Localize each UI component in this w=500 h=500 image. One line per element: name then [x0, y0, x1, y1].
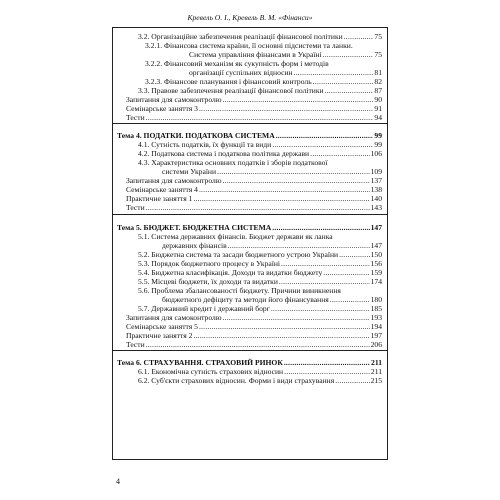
dot-leader: [279, 277, 370, 286]
toc-entry-page: 147: [370, 241, 382, 250]
toc-entry-page: 193: [370, 313, 382, 322]
toc-entry-page: 197: [370, 331, 382, 340]
toc-entry: [138, 32, 382, 41]
toc-entry-page: 90: [374, 95, 382, 104]
page-number: 4: [116, 477, 120, 486]
toc-entry: [189, 50, 382, 59]
dot-leader: [272, 140, 373, 149]
section-divider: [112, 123, 388, 124]
toc-entry: [138, 259, 382, 268]
section-divider: [112, 350, 388, 351]
toc-entry-page: 81: [374, 68, 382, 77]
toc-entry-page: 185: [370, 304, 382, 313]
toc-entry-page: 211: [370, 367, 382, 376]
dot-leader: [310, 149, 369, 158]
toc-entry-title: 3.3. Правове забезпечення реалізації фінансової політики: [138, 86, 324, 95]
toc-entry: [126, 113, 382, 122]
toc-entry-title: Запитання для самоконтролю: [126, 313, 222, 322]
toc-entry-title: 5.2. Бюджетна система та засади бюджетного устрою України: [138, 250, 339, 259]
dot-leader: [294, 68, 374, 77]
toc-entry-continuation: 4.3. Характеристика основних податків і зборів податкової: [138, 158, 328, 167]
toc-entry-page: 82: [374, 77, 382, 86]
toc-topic: [117, 223, 382, 232]
toc-entry-title: 5.7. Державний кредит і державний борг: [138, 304, 270, 313]
toc-entry-title: 5.4. Бюджетна класифікація. Доходи та видатки бюджету: [138, 268, 323, 277]
dot-leader: [146, 340, 370, 349]
dot-leader: [193, 194, 369, 203]
toc-entry-title: системи України: [162, 167, 217, 176]
toc-entry-title: 6.2. Суб'єкти страхових відносин. Форми і види страхування: [138, 376, 335, 385]
dot-leader: [272, 223, 369, 232]
toc-entry: [126, 322, 382, 331]
toc-entry-title: Семінарське заняття 5: [126, 322, 198, 331]
toc-entry-page: 91: [374, 104, 382, 113]
toc-entry-title: Тести: [126, 203, 145, 212]
dot-leader: [223, 313, 370, 322]
dot-leader: [344, 32, 374, 41]
toc-entry-title: 6.1. Економічна сутність страхових відносин: [138, 367, 284, 376]
toc-entry-title: 3.2. Організаційне забезпечення реалізації фінансової політики: [138, 32, 343, 41]
toc-entry: [138, 140, 382, 149]
toc-entry-continuation: 5.1. Система державних фінансів. Бюджет держави як ланка: [138, 232, 333, 241]
dot-leader: [271, 304, 370, 313]
dot-leader: [276, 131, 374, 140]
toc-entry-title: 5.5. Місцеві бюджети, їх доходи та видатки: [138, 277, 278, 286]
toc-entry: [138, 149, 382, 158]
toc-entry: [138, 86, 382, 95]
toc-entry: [126, 176, 382, 185]
toc-entry-page: 109: [370, 167, 382, 176]
dot-leader: [193, 331, 369, 340]
dot-leader: [281, 259, 370, 268]
toc-entry: [126, 104, 382, 113]
dot-leader: [199, 322, 370, 331]
toc-entry: [138, 376, 382, 385]
dot-leader: [330, 295, 370, 304]
toc-entry-page: 75: [374, 32, 382, 41]
toc-entry-page: 94: [374, 113, 382, 122]
toc-entry: [126, 340, 382, 349]
dot-leader: [199, 104, 373, 113]
toc-entry: [162, 295, 382, 304]
toc-entry: [126, 203, 382, 212]
toc-topic: [117, 131, 382, 140]
toc-entry: [138, 367, 382, 376]
dot-leader: [325, 86, 374, 95]
toc-entry-title: Практичне заняття 1: [126, 194, 193, 203]
dot-leader: [284, 367, 370, 376]
toc-entry-page: 137: [370, 176, 382, 185]
dot-leader: [146, 113, 374, 122]
toc-entry-title: Запитання для самоконтролю: [126, 176, 222, 185]
toc-entry-page: 180: [370, 295, 382, 304]
toc-entry-title: 4.1. Сутність податків, їх функції та види: [138, 140, 272, 149]
running-header: Кревель О. І., Кревель В. М. «Фінанси»: [187, 13, 313, 22]
dot-leader: [146, 203, 370, 212]
dot-leader: [217, 167, 370, 176]
toc-entry-title: Тести: [126, 113, 145, 122]
toc-entry-page: 87: [374, 86, 382, 95]
toc-entry: [126, 95, 382, 104]
toc-entry: [138, 304, 382, 313]
toc-entry-page: 194: [370, 322, 382, 331]
dot-leader: [199, 185, 370, 194]
toc-entry-page: 150: [370, 250, 382, 259]
dot-leader: [223, 176, 370, 185]
toc-entry: [138, 250, 382, 259]
toc-entry-title: Тема 6. СТРАХУВАННЯ. СТРАХОВИЙ РИНОК: [117, 358, 283, 367]
dot-leader: [323, 50, 374, 59]
dot-leader: [323, 268, 369, 277]
dot-leader: [339, 250, 370, 259]
toc-entry-page: 174: [370, 277, 382, 286]
toc-entry-title: Практичне заняття 2: [126, 331, 193, 340]
dot-leader: [313, 77, 374, 86]
toc-entry: [126, 331, 382, 340]
toc-entry: [126, 185, 382, 194]
toc-entry-page: 140: [370, 194, 382, 203]
section-divider: [112, 214, 388, 215]
toc-entry-page: 99: [374, 140, 382, 149]
toc-entry-page: 156: [370, 259, 382, 268]
toc-entry-title: Система управління фінансами в Україні: [189, 50, 322, 59]
toc-entry-title: Тема 5. БЮДЖЕТ. БЮДЖЕТНА СИСТЕМА: [117, 223, 272, 232]
toc-entry-page: 215: [370, 376, 382, 385]
toc-entry: [189, 68, 382, 77]
toc-entry-continuation: 3.2.2. Фінансовий механізм як сукупність форм і методів: [145, 59, 329, 68]
toc-entry-title: Тести: [126, 340, 145, 349]
toc-entry-page: 206: [370, 340, 382, 349]
toc-entry-title: 5.3. Порядок бюджетного процесу в Україні: [138, 259, 281, 268]
toc-entry: [126, 194, 382, 203]
toc-entry-title: державних фінансів: [162, 241, 227, 250]
toc-entry-title: бюджетного дефіциту та методи його фінансування: [162, 295, 329, 304]
toc-entry-title: Семінарське заняття 3: [126, 104, 198, 113]
toc-entry: [162, 167, 382, 176]
toc-entry: [145, 77, 382, 86]
toc-entry-page: 143: [370, 203, 382, 212]
dot-leader: [284, 358, 370, 367]
toc-entry-title: 4.2. Податкова система і податкова політика держави: [138, 149, 310, 158]
toc-entry-page: 106: [370, 149, 382, 158]
toc-entry: [138, 268, 382, 277]
toc-entry-continuation: 3.2.1. Фінансова система країни, її основні підсистеми та ланки.: [145, 41, 353, 50]
toc-entry-page: 99: [374, 131, 382, 140]
toc-entry-page: 138: [370, 185, 382, 194]
toc-entry-page: 147: [370, 223, 382, 232]
dot-leader: [228, 241, 370, 250]
toc-entry: [162, 241, 382, 250]
toc-entry: [138, 277, 382, 286]
toc-entry-title: Запитання для самоконтролю: [126, 95, 222, 104]
toc-entry-title: Семінарське заняття 4: [126, 185, 198, 194]
toc-entry-title: організації суспільних відносин: [189, 68, 293, 77]
toc-entry-title: 3.2.3. Фінансове планування і фінансовий контроль: [145, 77, 312, 86]
toc-entry-page: 211: [371, 358, 382, 367]
dot-leader: [223, 95, 374, 104]
toc-entry-title: Тема 4. ПОДАТКИ. ПОДАТКОВА СИСТЕМА: [117, 131, 275, 140]
toc-topic: [117, 358, 382, 367]
toc-entry-page: 159: [370, 268, 382, 277]
toc-entry-continuation: 5.6. Проблема збалансованості бюджету. Причини виникнення: [138, 286, 341, 295]
toc-entry-page: 75: [374, 50, 382, 59]
toc-entry: [126, 313, 382, 322]
dot-leader: [335, 376, 369, 385]
